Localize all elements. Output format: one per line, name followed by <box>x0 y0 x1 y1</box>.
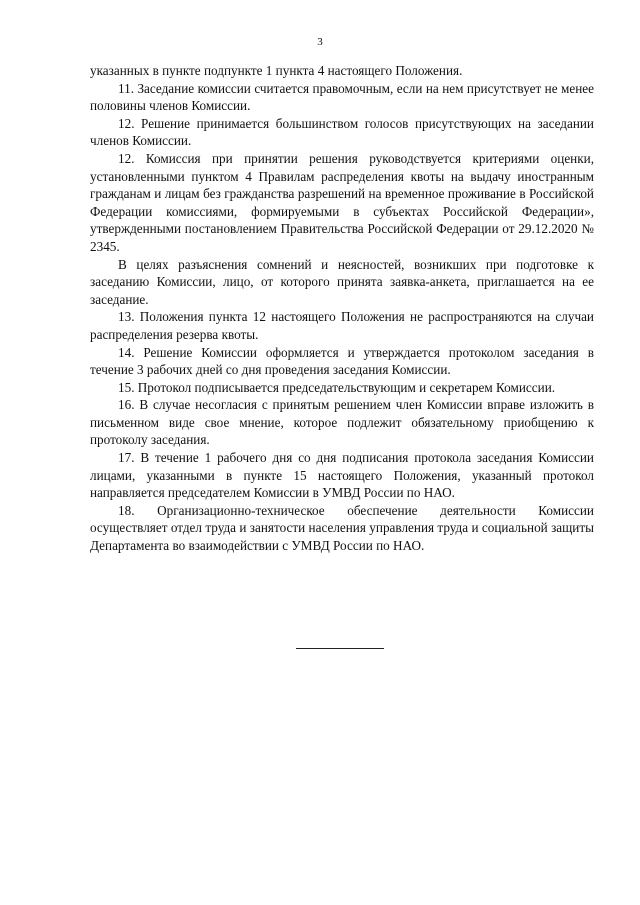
end-of-document-rule <box>296 648 384 649</box>
document-body <box>90 62 594 555</box>
paragraph-12-criteria: 12. Комиссия при принятии решения руководствуется критериями оценки, установленными пунктом 4 Правилам распределения квоты на выдачу иностранным гражданам и лицам без гражданства разрешений на временное проживание в Российской Федерации комиссиями, формируемыми в субъектах Российской Федерации», утвержденными постановлением Правительства Российской Федерации от 29.12.2020 № 2345. <box>90 150 594 254</box>
paragraph-12: 12. Решение принимается большинством голосов присутствующих на заседании членов Комиссии. <box>90 115 594 149</box>
paragraph-16: 16. В случае несогласия с принятым решением член Комиссии вправе изложить в письменном виде свое мнение, которое подлежит обязательному приобщению к протоколу заседания. <box>90 397 594 448</box>
paragraph-11: 11. Заседание комиссии считается правомочным, если на нем присутствует не менее половины членов Комиссии. <box>90 80 594 114</box>
page-number: 3 <box>317 36 323 48</box>
paragraph-continuation: указанных в пункте подпункте 1 пункта 4 настоящего Положения. <box>90 63 463 78</box>
paragraph-14: 14. Решение Комиссии оформляется и утверждается протоколом заседания в течение 3 рабочих дней со дня проведения заседания Комиссии. <box>90 344 594 378</box>
paragraph-clarification: В целях разъяснения сомнений и неясностей, возникших при подготовке к заседанию Комиссии, лицо, от которого принята заявка-анкета, приглашается на ее заседание. <box>90 256 594 307</box>
paragraph-13: 13. Положения пункта 12 настоящего Положения не распространяются на случаи распределения резерва квоты. <box>90 309 594 342</box>
paragraph-18: 18. Организационно-техническое обеспечение деятельности Комиссии осуществляет отдел труда и занятости населения управления труда и социальной защиты Департамента во взаимодействии с УМВД России по НАО. <box>90 502 594 554</box>
paragraph-15: 15. Протокол подписывается председательствующим и секретарем Комиссии. <box>118 379 556 395</box>
paragraph-17: 17. В течение 1 рабочего дня со дня подписания протокола заседания Комиссии лицами, указанными в пункте 15 настоящего Положения, указанный протокол направляется председателем Комиссии в УМВД России по НАО. <box>90 450 594 501</box>
